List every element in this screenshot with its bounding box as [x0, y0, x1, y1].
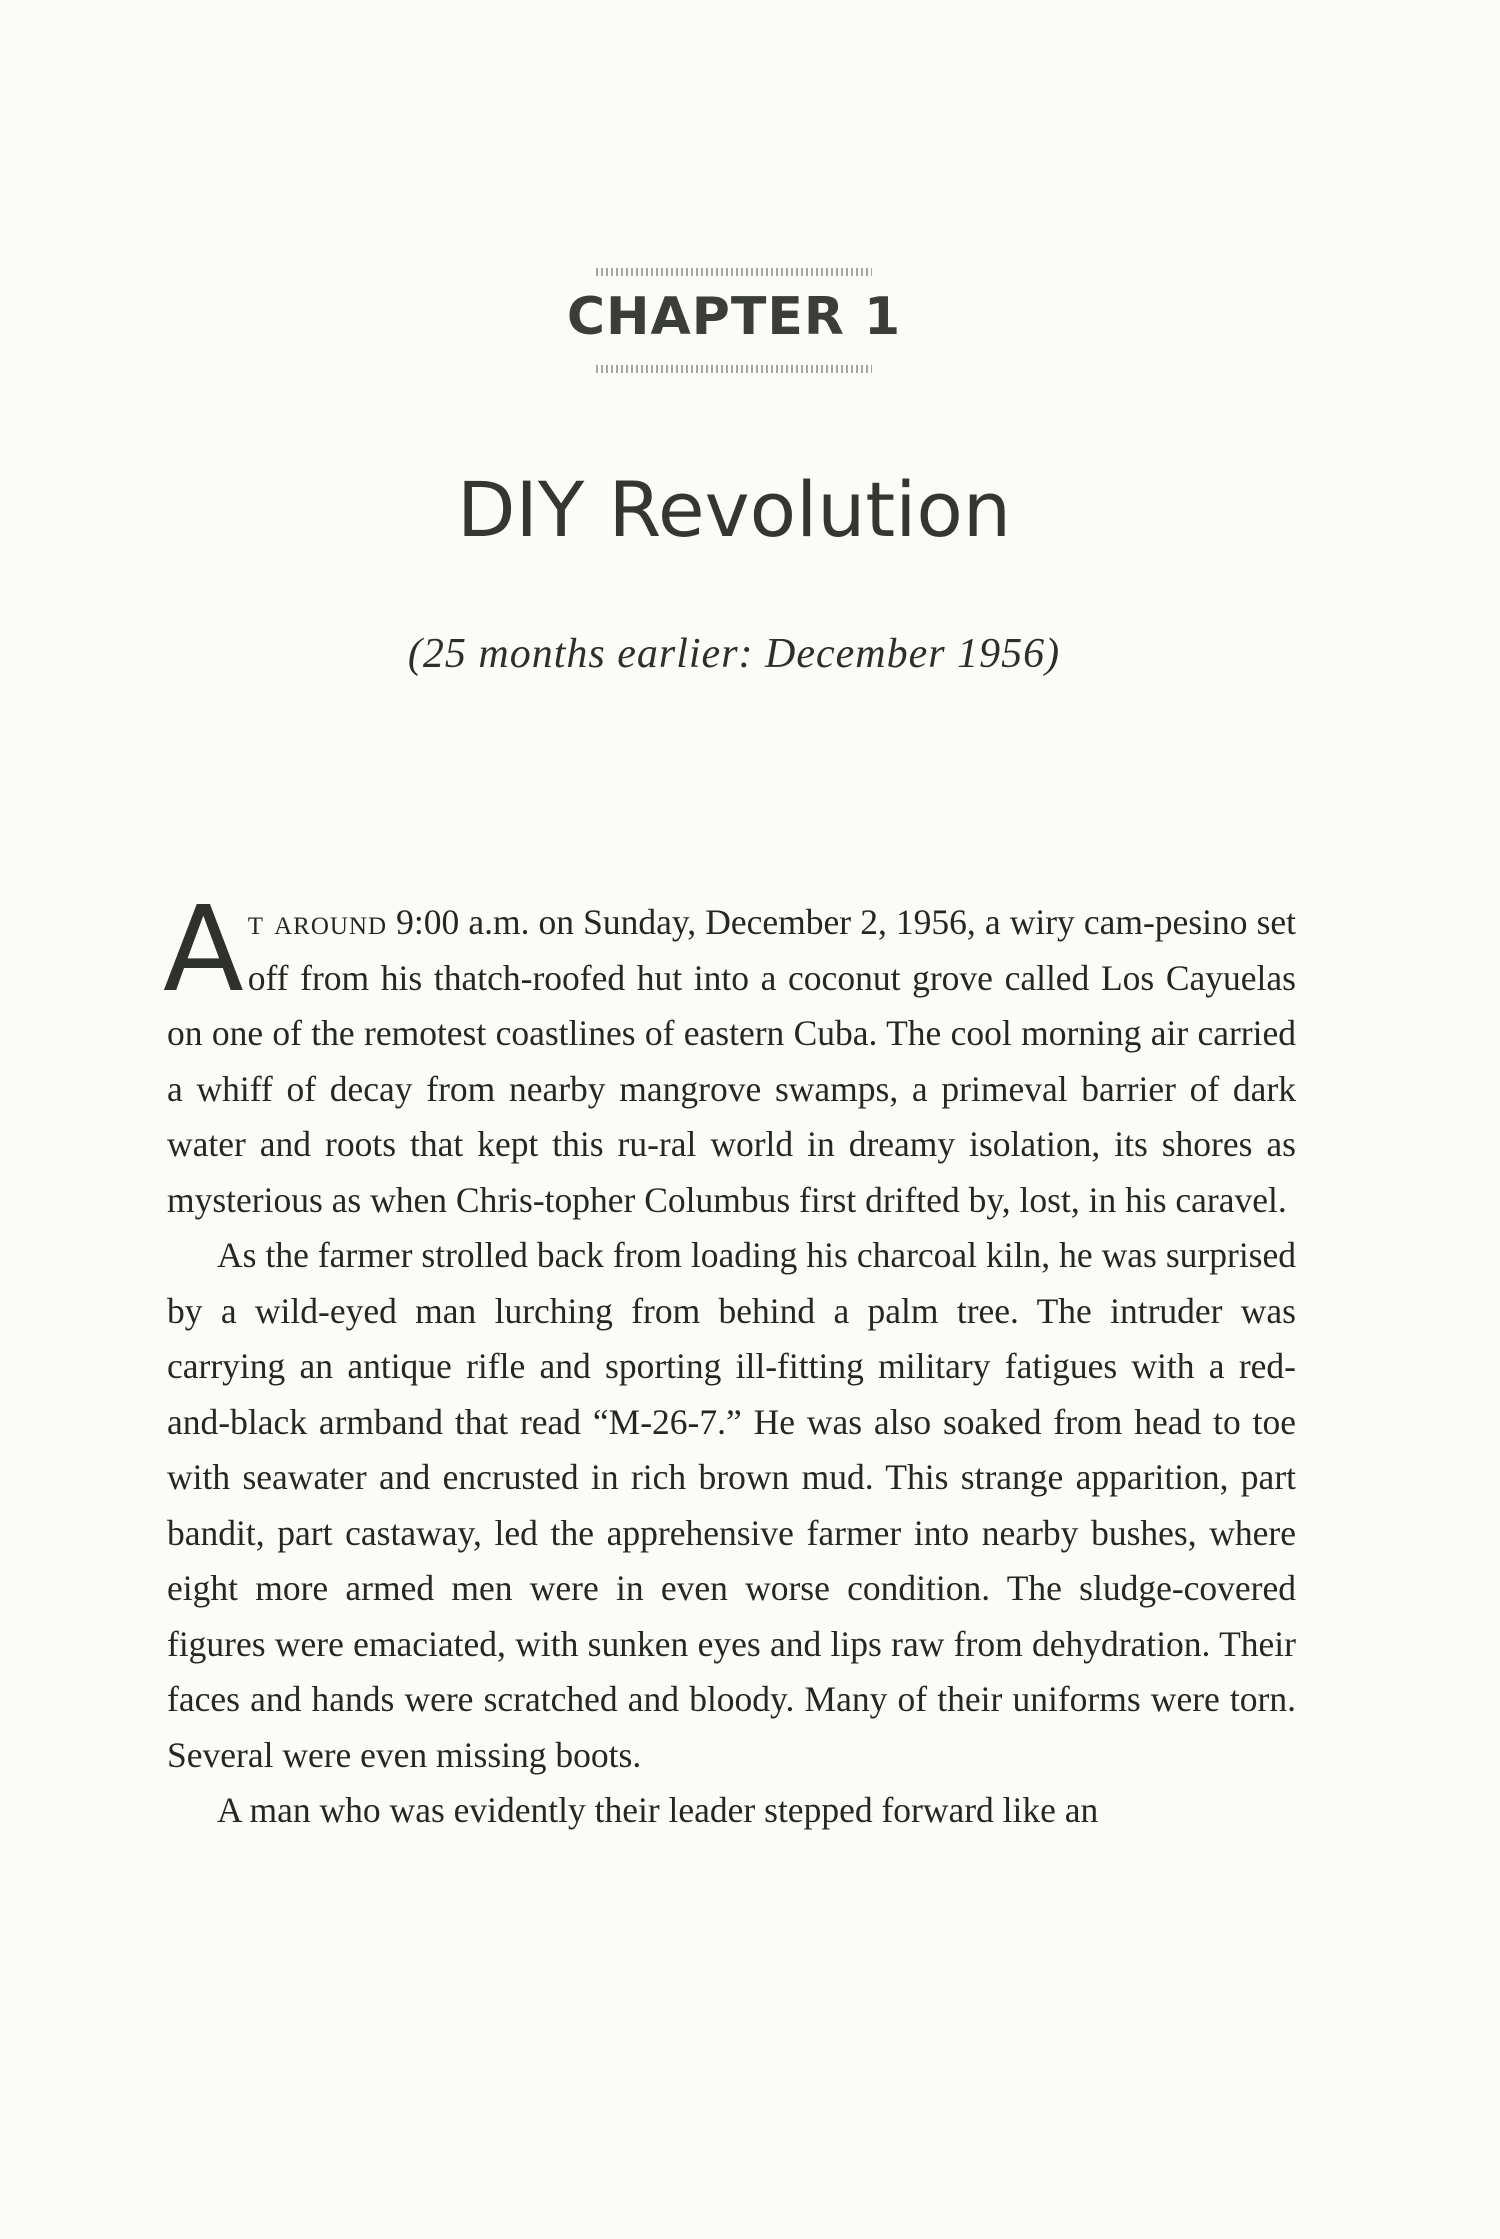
chapter-ornament-top [596, 268, 872, 276]
chapter-ornament-bottom [596, 365, 872, 373]
paragraph-1 [163, 880, 1297, 1228]
chapter-body [163, 880, 1297, 1839]
paragraph-3: A man who was evidently their leader stepped forward like an [217, 1790, 1099, 1830]
paragraph-1-text: 9:00 a.m. on Sunday, December 2, 1956, a wiry cam-pesino set off from his thatch-roofed hut into a coconut grove called Los Cayuelas on one of the remotest coastlines of eastern Cuba. The cool morning air carried a whiff of decay from nearby mangrove swamps, a primeval barrier of dark water and roots that kept this ru-ral world in dreamy isolation, its shores as mysterious as when Chris-topher Columbus first drifted by, lost, in his caravel. [167, 902, 1297, 1220]
opening-small-caps: t around [247, 902, 388, 942]
chapter-label: CHAPTER 1 [566, 287, 902, 347]
chapter-title: DIY Revolution [456, 465, 1011, 554]
paragraph-2: As the farmer strolled back from loading his charcoal kiln, he was surprised by a wild-eyed man lurching from behind a palm tree. The intruder was carrying an antique rifle and sporting ill-fitting military fatigues with a red-and-black armband that read “M-26-7.” He was also soaked from head to toe with seawater and encrusted in rich brown mud. This strange apparition, part bandit, part castaway, led the apprehensive farmer into nearby bushes, where eight more armed men were in even worse condition. The sludge-covered figures were emaciated, with sunken eyes and lips raw from dehydration. Their faces and hands were scratched and bloody. Many of their uniforms were torn. Several were even missing boots. [167, 1235, 1296, 1775]
chapter-subtitle: (25 months earlier: December 1956) [407, 631, 1061, 677]
drop-cap: A [163, 880, 244, 1018]
